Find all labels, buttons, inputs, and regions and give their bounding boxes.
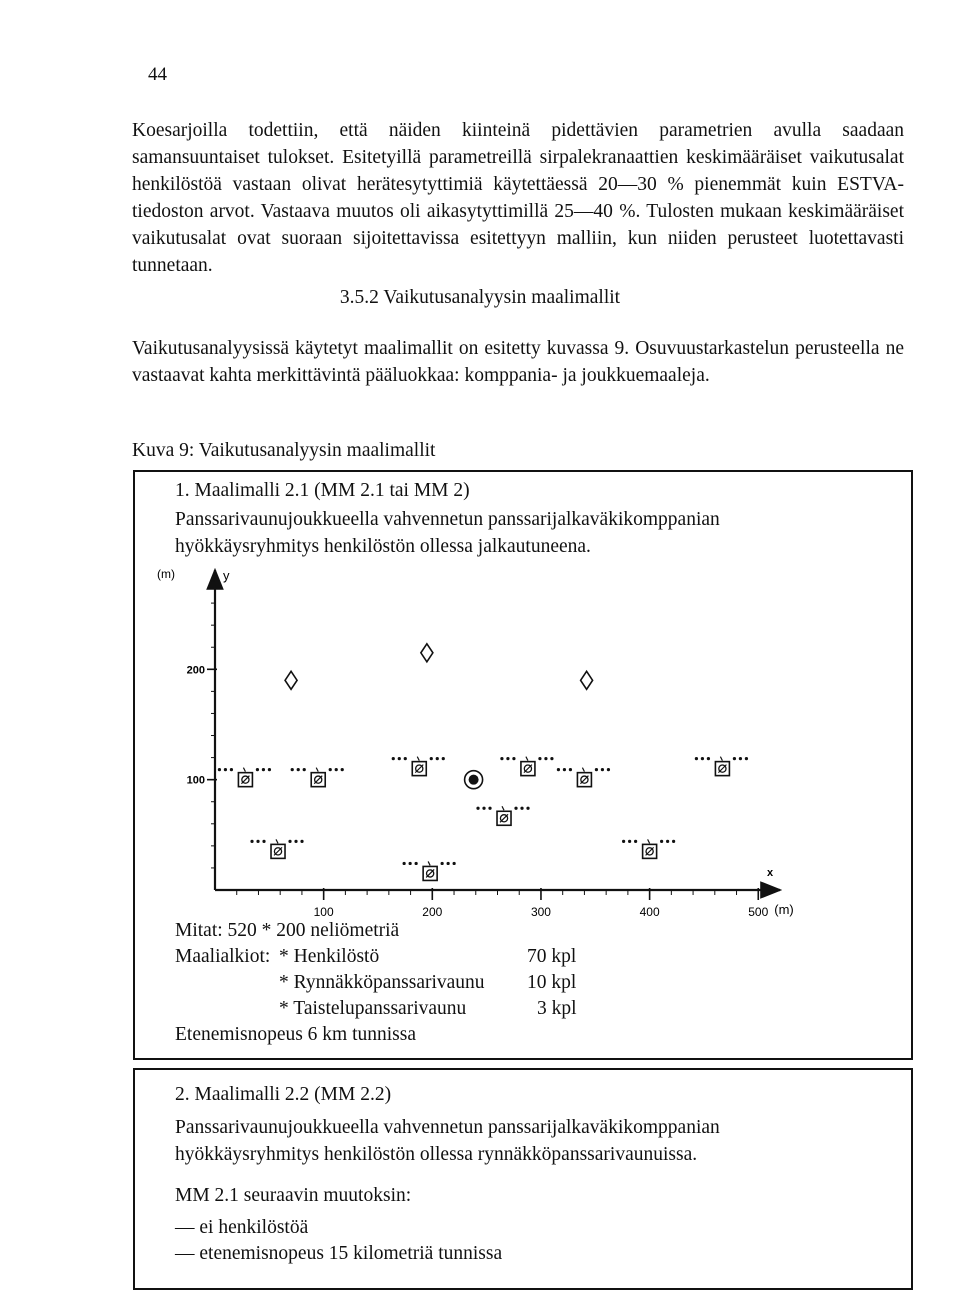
section-heading: 3.5.2 Vaikutusanalyysin maalimallit — [339, 287, 621, 308]
body-paragraph-2: Vaikutusanalyysissä käytetyt maalimallit on esitetty kuvassa 9. Osuvuustarkastelun perusteella ne vastaavat kahta merkittävintä pääluokkaa: komppania- ja joukkuemaaleja. — [132, 338, 904, 386]
personnel-dot — [291, 768, 294, 771]
personnel-dot — [409, 862, 412, 865]
personnel-dot — [329, 768, 332, 771]
personnel-dot — [294, 840, 297, 843]
x-tick-label: 400 — [639, 905, 660, 917]
personnel-dot — [297, 768, 300, 771]
tank-diamond-mark — [581, 671, 593, 689]
personnel-dot — [256, 768, 259, 771]
personnel-dot — [512, 757, 515, 760]
target-count-2: 10 kpl — [527, 972, 577, 993]
personnel-dot — [453, 862, 456, 865]
apc-group-mark — [291, 768, 344, 787]
target-count-3: 3 kpl — [537, 998, 577, 1019]
apc-group-mark — [250, 839, 303, 858]
personnel-dot — [622, 840, 625, 843]
personnel-dot — [733, 757, 736, 760]
x-tick-label: 500 — [748, 905, 769, 917]
personnel-dot — [303, 768, 306, 771]
personnel-dot — [660, 840, 663, 843]
personnel-dot — [607, 768, 610, 771]
apc-antenna — [720, 757, 722, 761]
personnel-dot — [268, 768, 271, 771]
personnel-dot — [256, 840, 259, 843]
model-2-box — [133, 1068, 913, 1290]
personnel-dot — [441, 862, 444, 865]
apc-antenna — [276, 839, 278, 843]
model-2-description: Panssarivaunujoukkueella vahvennetun panssarijalkaväkikomppanian hyökkäysryhmitys henkilöstön ollessa rynnäkköpanssarivaunuissa. — [175, 1117, 720, 1165]
personnel-dot — [628, 840, 631, 843]
personnel-dot — [506, 757, 509, 760]
apc-group-mark — [695, 757, 748, 776]
personnel-dot — [563, 768, 566, 771]
personnel-dot — [514, 807, 517, 810]
y-axis-label: y — [223, 568, 230, 583]
personnel-dot — [415, 862, 418, 865]
tank-diamond-mark — [421, 644, 433, 662]
y-unit-label: (m) — [157, 567, 175, 581]
apc-group-mark — [218, 768, 271, 787]
personnel-dot — [430, 757, 433, 760]
personnel-dot — [739, 757, 742, 760]
apc-antenna — [243, 768, 245, 772]
targets-label: Maalialkiot: — [175, 946, 271, 967]
apc-group-mark — [392, 757, 445, 776]
model-2-title: 2. Maalimalli 2.2 (MM 2.2) — [175, 1084, 392, 1105]
personnel-dot — [436, 757, 439, 760]
model-2-change-2: — etenemisnopeus 15 kilometriä tunnissa — [175, 1243, 503, 1264]
y-tick-label: 100 — [186, 774, 205, 787]
x-unit-label: (m) — [774, 902, 794, 917]
command-vehicle-inner — [469, 775, 479, 785]
personnel-dot — [488, 807, 491, 810]
apc-group-mark — [557, 768, 610, 787]
chart-marks — [218, 644, 748, 881]
personnel-dot — [482, 807, 485, 810]
personnel-dot — [634, 840, 637, 843]
apc-antenna — [526, 757, 528, 761]
x-tick-group — [237, 888, 769, 917]
personnel-dot — [447, 862, 450, 865]
page-number: 44 — [148, 64, 167, 85]
target-count-1: 70 kpl — [527, 946, 577, 967]
model-1-title: 1. Maalimalli 2.1 (MM 2.1 tai MM 2) — [175, 480, 470, 501]
personnel-dot — [404, 757, 407, 760]
personnel-dot — [544, 757, 547, 760]
apc-group-mark — [403, 861, 456, 880]
personnel-dot — [300, 840, 303, 843]
personnel-dot — [250, 840, 253, 843]
body-paragraph-1: Koesarjoilla todettiin, että näiden kiinteinä pidettävien parametrien avulla saadaan samansuuntaiset tulokset. Esitetyillä parametreillä sirpalekranaattien keskimääräiset vaikutusalat henkilöstöä vastaan olivat herätesytyttimiä käytettäessä 20—30 % pienemmät kuin ESTVA-tiedoston arvot. Vastaava muutos oli aikasytyttimillä 25—40 %. Tulosten mukaan keskimääräiset vaikutusalat ovat suoraan sijoitettavissa esitettyyn malliin, kun niiden perusteet luotettavasti tunnetaan. — [132, 120, 904, 276]
model-1-description: Panssarivaunujoukkueella vahvennetun panssarijalkaväkikomppanian hyökkäysryhmitys henkilöstön ollessa jalkautuneena. — [175, 509, 720, 557]
model-2-changes-intro: MM 2.1 seuraavin muutoksin: — [175, 1185, 412, 1206]
personnel-dot — [569, 768, 572, 771]
target-name-3: * Taistelupanssarivaunu — [279, 998, 467, 1019]
personnel-dot — [672, 840, 675, 843]
model-1-box — [133, 470, 913, 1060]
personnel-dot — [230, 768, 233, 771]
personnel-dot — [595, 768, 598, 771]
x-tick-label: 100 — [313, 905, 334, 917]
x-tick-label: 200 — [422, 905, 443, 917]
apc-antenna — [316, 768, 318, 772]
personnel-dot — [557, 768, 560, 771]
dimensions-label: Mitat: 520 * 200 neliömetriä — [175, 920, 400, 941]
personnel-dot — [335, 768, 338, 771]
apc-group-mark — [622, 839, 675, 858]
apc-antenna — [502, 806, 504, 810]
personnel-dot — [476, 807, 479, 810]
model-2-change-1: — ei henkilöstöä — [175, 1217, 309, 1238]
tank-diamond-mark — [285, 671, 297, 689]
personnel-dot — [403, 862, 406, 865]
figure-caption: Kuva 9: Vaikutusanalyysin maalimallit — [132, 440, 436, 461]
apc-antenna — [417, 757, 419, 761]
apc-antenna — [582, 768, 584, 772]
target-name-2: * Rynnäkköpanssarivaunu — [279, 972, 485, 993]
personnel-dot — [398, 757, 401, 760]
personnel-dot — [500, 757, 503, 760]
personnel-dot — [550, 757, 553, 760]
personnel-dot — [601, 768, 604, 771]
personnel-dot — [224, 768, 227, 771]
personnel-dot — [695, 757, 698, 760]
personnel-dot — [341, 768, 344, 771]
apc-antenna — [428, 861, 430, 865]
personnel-dot — [262, 840, 265, 843]
speed-label: Etenemisnopeus 6 km tunnissa — [175, 1024, 417, 1045]
target-name-1: * Henkilöstö — [279, 946, 380, 967]
personnel-dot — [392, 757, 395, 760]
personnel-dot — [707, 757, 710, 760]
apc-group-mark — [476, 806, 529, 825]
personnel-dot — [288, 840, 291, 843]
target-layout-chart — [155, 562, 895, 917]
y-tick-label: 200 — [186, 664, 205, 677]
personnel-dot — [218, 768, 221, 771]
personnel-dot — [520, 807, 523, 810]
personnel-dot — [526, 807, 529, 810]
personnel-dot — [538, 757, 541, 760]
personnel-dot — [745, 757, 748, 760]
y-tick-group — [187, 581, 217, 868]
apc-antenna — [648, 839, 650, 843]
personnel-dot — [666, 840, 669, 843]
x-axis-label: x — [767, 867, 774, 879]
personnel-dot — [262, 768, 265, 771]
apc-group-mark — [500, 757, 553, 776]
personnel-dot — [701, 757, 704, 760]
x-tick-label: 300 — [530, 905, 551, 917]
personnel-dot — [442, 757, 445, 760]
